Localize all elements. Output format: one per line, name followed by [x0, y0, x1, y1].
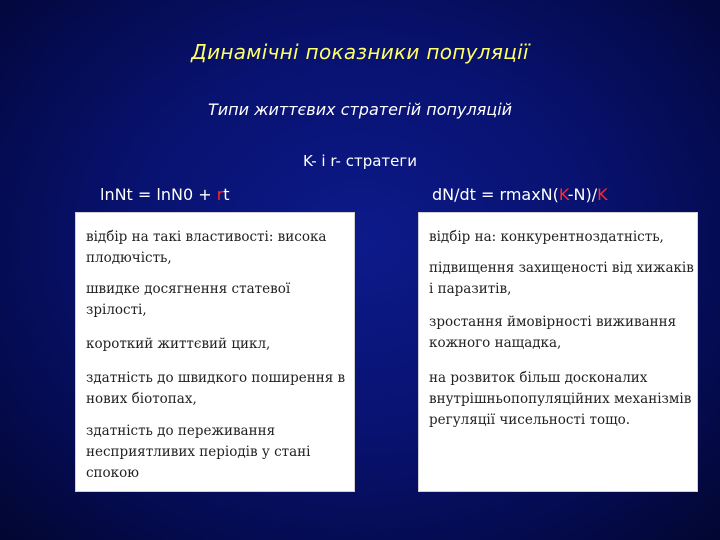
formula-exponential [100, 185, 230, 204]
formula-logistic-k1: K [558, 185, 568, 204]
formula-logistic-main: dN/dt = rmaxN( [432, 185, 559, 204]
strategies-heading: K- і r- стратеги [302, 152, 418, 170]
r-strategy-item: швидке досягнення статевої зрілості, [86, 281, 291, 318]
slide-title: Динамічні показники популяції [191, 40, 529, 64]
slide-subtitle: Типи життєвих стратегій популяцій [207, 100, 513, 119]
formula-logistic-mid: -N)/ [567, 185, 598, 204]
formula-exponential-main: lnNt = lnN0 + [100, 185, 217, 204]
r-strategy-item: короткий життєвий цикл, [86, 336, 271, 352]
k-strategy-item: на розвиток більш досконалих внутрішньопопуляційних механізмів регуляції чисельності тощо. [429, 370, 692, 428]
r-strategy-item: здатність до швидкого поширення в нових біотопах, [86, 370, 346, 407]
formula-logistic-k2: K [597, 185, 608, 204]
r-strategy-item: відбір на такі властивості: висока плодючість, [86, 229, 327, 266]
k-strategy-item: підвищення захищеності від хижаків і паразитів, [429, 260, 694, 297]
formula-exponential-t: t [223, 185, 230, 204]
k-strategy-item: зростання ймовірності виживання кожного нащадка, [429, 314, 677, 351]
k-strategy-panel [418, 212, 698, 492]
k-strategy-item: відбір на: конкурентноздатність, [429, 229, 664, 245]
formula-exponential-r: r [216, 185, 224, 204]
r-strategy-panel [75, 212, 355, 492]
formula-logistic [432, 185, 608, 204]
r-strategy-item: здатність до переживання несприятливих періодів у стані спокою [86, 423, 311, 481]
